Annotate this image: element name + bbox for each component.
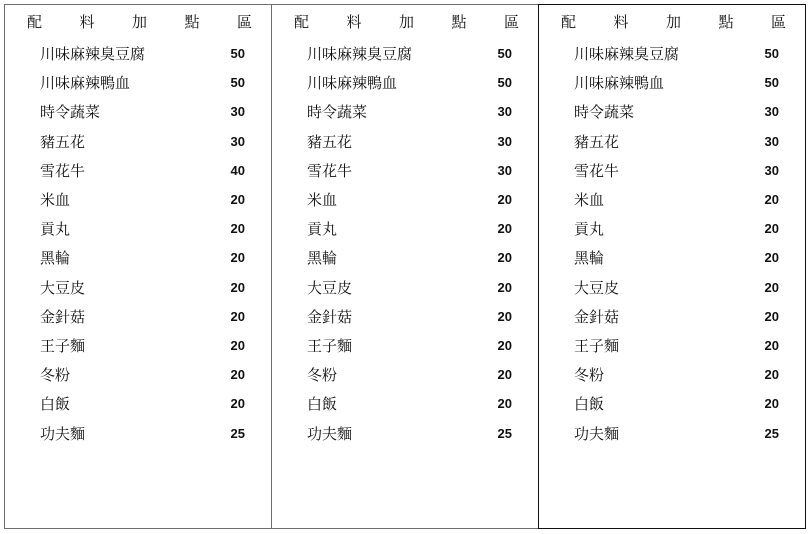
title-char: 料 (79, 12, 95, 31)
menu-item (574, 243, 779, 272)
item-name: 功夫麵 (307, 424, 353, 443)
item-price: 20 (497, 367, 512, 383)
menu-item (40, 97, 245, 126)
item-price: 30 (764, 133, 779, 149)
menu-item (40, 273, 245, 302)
menu-item (574, 214, 779, 243)
item-price: 20 (764, 279, 779, 295)
item-name: 冬粉 (574, 366, 605, 385)
menu-item (40, 389, 245, 418)
item-name: 金針菇 (574, 307, 620, 326)
item-name: 王子麵 (574, 336, 620, 355)
item-name: 時令蔬菜 (574, 103, 635, 122)
title-char: 配 (561, 12, 577, 31)
menu-item (40, 302, 245, 331)
menu-item (307, 185, 512, 214)
item-name: 白飯 (574, 395, 605, 414)
menu-item (574, 156, 779, 185)
item-price: 20 (497, 279, 512, 295)
menu-item (574, 273, 779, 302)
item-price: 20 (764, 308, 779, 324)
panel-title (27, 11, 252, 33)
item-name: 時令蔬菜 (307, 103, 368, 122)
item-name: 貢丸 (574, 220, 605, 239)
menu-item (574, 331, 779, 360)
menu-item (574, 302, 779, 331)
title-char: 點 (451, 12, 467, 31)
menu-item-list (307, 39, 512, 448)
menu-item (40, 331, 245, 360)
item-price: 30 (497, 162, 512, 178)
title-char: 加 (131, 12, 147, 31)
item-name: 雪花牛 (574, 161, 620, 180)
item-name: 王子麵 (40, 336, 86, 355)
menu-item (40, 127, 245, 156)
item-name: 川味麻辣臭豆腐 (574, 45, 680, 64)
item-name: 豬五花 (307, 132, 353, 151)
item-name: 白飯 (307, 395, 338, 414)
item-price: 20 (497, 308, 512, 324)
item-price: 20 (764, 221, 779, 237)
title-char: 料 (346, 12, 362, 31)
item-price: 30 (764, 162, 779, 178)
item-price: 20 (230, 367, 245, 383)
item-price: 50 (764, 46, 779, 62)
menu-item-list (574, 39, 779, 448)
menu-item (574, 39, 779, 68)
panel-title (561, 11, 786, 33)
item-name: 米血 (574, 191, 605, 210)
item-name: 川味麻辣臭豆腐 (40, 45, 146, 64)
item-price: 20 (230, 279, 245, 295)
menu-item (40, 185, 245, 214)
item-name: 冬粉 (40, 366, 71, 385)
item-price: 40 (230, 162, 245, 178)
title-char: 點 (184, 12, 200, 31)
item-price: 50 (497, 75, 512, 91)
item-name: 金針菇 (307, 307, 353, 326)
item-price: 20 (230, 192, 245, 208)
panel-title (294, 11, 519, 33)
item-name: 貢丸 (307, 220, 338, 239)
menu-item (307, 273, 512, 302)
menu-item (574, 185, 779, 214)
menu-item (307, 97, 512, 126)
menu-item (40, 360, 245, 389)
item-price: 30 (497, 133, 512, 149)
title-char: 料 (613, 12, 629, 31)
item-price: 50 (497, 46, 512, 62)
menu-item (307, 156, 512, 185)
item-price: 20 (230, 250, 245, 266)
menu-item-list (40, 39, 245, 448)
menu-item (40, 156, 245, 185)
item-name: 雪花牛 (40, 161, 86, 180)
item-name: 川味麻辣鴨血 (574, 74, 665, 93)
menu-item (307, 68, 512, 97)
item-name: 黑輪 (40, 249, 71, 268)
item-price: 50 (230, 75, 245, 91)
item-price: 20 (497, 337, 512, 353)
menu-item (307, 389, 512, 418)
item-name: 米血 (40, 191, 71, 210)
menu-item (307, 39, 512, 68)
title-char: 區 (503, 12, 519, 31)
item-price: 30 (230, 104, 245, 120)
item-price: 20 (230, 221, 245, 237)
menu-item (40, 68, 245, 97)
item-name: 豬五花 (40, 132, 86, 151)
item-price: 25 (497, 425, 512, 441)
menu-panel-2 (271, 4, 539, 529)
menu-item (40, 418, 245, 447)
item-price: 50 (764, 75, 779, 91)
item-name: 大豆皮 (307, 278, 353, 297)
item-name: 大豆皮 (574, 278, 620, 297)
item-price: 20 (497, 396, 512, 412)
item-name: 功夫麵 (574, 424, 620, 443)
menu-item (574, 127, 779, 156)
item-name: 黑輪 (574, 249, 605, 268)
title-char: 區 (236, 12, 252, 31)
item-name: 時令蔬菜 (40, 103, 101, 122)
item-price: 30 (764, 104, 779, 120)
menu-item (40, 214, 245, 243)
menu-item (40, 243, 245, 272)
menu-item (574, 360, 779, 389)
item-price: 20 (497, 192, 512, 208)
item-name: 冬粉 (307, 366, 338, 385)
item-name: 大豆皮 (40, 278, 86, 297)
item-name: 貢丸 (40, 220, 71, 239)
title-char: 加 (665, 12, 681, 31)
item-price: 25 (764, 425, 779, 441)
menu-item (307, 214, 512, 243)
title-char: 區 (770, 12, 786, 31)
item-name: 川味麻辣鴨血 (307, 74, 398, 93)
item-name: 川味麻辣鴨血 (40, 74, 131, 93)
title-char: 點 (718, 12, 734, 31)
item-price: 20 (497, 250, 512, 266)
menu-item (574, 97, 779, 126)
item-name: 王子麵 (307, 336, 353, 355)
menu-item (40, 39, 245, 68)
menu-item (307, 302, 512, 331)
item-price: 30 (497, 104, 512, 120)
menu-item (307, 418, 512, 447)
item-price: 25 (230, 425, 245, 441)
menu-item (307, 243, 512, 272)
menu-panel-3 (538, 4, 806, 529)
menu-item (574, 389, 779, 418)
menu-item (574, 68, 779, 97)
item-name: 雪花牛 (307, 161, 353, 180)
item-price: 20 (764, 192, 779, 208)
title-char: 配 (27, 12, 43, 31)
item-name: 川味麻辣臭豆腐 (307, 45, 413, 64)
item-name: 米血 (307, 191, 338, 210)
menu-panel-1 (4, 4, 272, 529)
menu-item (574, 418, 779, 447)
item-price: 20 (497, 221, 512, 237)
item-price: 20 (764, 367, 779, 383)
item-price: 20 (764, 396, 779, 412)
menu-item (307, 331, 512, 360)
item-price: 20 (764, 250, 779, 266)
item-name: 白飯 (40, 395, 71, 414)
item-price: 30 (230, 133, 245, 149)
item-price: 20 (230, 308, 245, 324)
menu-item (307, 360, 512, 389)
item-price: 50 (230, 46, 245, 62)
menu-item (307, 127, 512, 156)
item-price: 20 (230, 337, 245, 353)
item-price: 20 (764, 337, 779, 353)
title-char: 配 (294, 12, 310, 31)
item-name: 豬五花 (574, 132, 620, 151)
item-name: 功夫麵 (40, 424, 86, 443)
item-name: 黑輪 (307, 249, 338, 268)
title-char: 加 (398, 12, 414, 31)
item-price: 20 (230, 396, 245, 412)
item-name: 金針菇 (40, 307, 86, 326)
